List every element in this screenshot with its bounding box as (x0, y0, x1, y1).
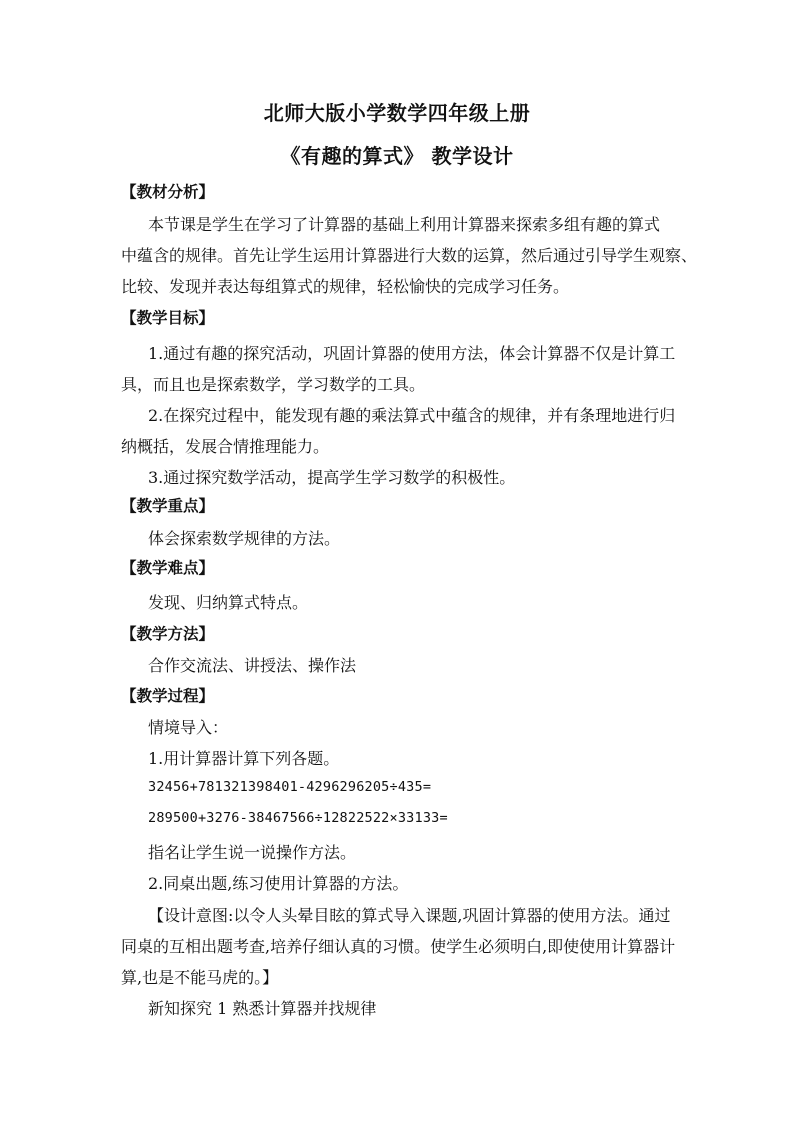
paragraph-line: 合作交流法、讲授法、操作法 (148, 656, 357, 675)
paragraph-line: 算,也是不能马虎的。】 (121, 968, 279, 987)
paragraph-line: 1.用计算器计算下列各题。 (148, 749, 340, 768)
section-heading-key-points: 【教学重点】 (121, 496, 215, 515)
paragraph-line: 3.通过探究数学活动，提高学生学习数学的积极性。 (148, 468, 516, 487)
paragraph-line: 中蕴含的规律。首先让学生运用计算器进行大数的运算，然后通过引导学生观察、 (121, 246, 698, 265)
paragraph-line: 1.通过有趣的探究活动，巩固计算器的使用方法，体会计算器不仅是计算工 (148, 344, 676, 363)
document-subtitle: 《有趣的算式》 教学设计 (280, 144, 514, 168)
paragraph-line: 同桌的互相出题考查,培养仔细认真的习惯。使学生必须明白,即使使用计算器计 (121, 937, 676, 956)
section-heading-process: 【教学过程】 (121, 686, 215, 705)
paragraph-line: 2.同桌出题,练习使用计算器的方法。 (148, 874, 409, 893)
paragraph-line: 体会探索数学规律的方法。 (148, 529, 341, 548)
paragraph-line: 本节课是学生在学习了计算器的基础上利用计算器来探索多组有趣的算式 (148, 215, 661, 234)
paragraph-line: 具，而且也是探索数学，学习数学的工具。 (121, 375, 426, 394)
equation-line: 32456+781321398401-4296296205÷435= (148, 779, 432, 795)
paragraph-line: 指名让学生说一说操作方法。 (148, 843, 357, 862)
paragraph-line: 新知探究 1 熟悉计算器并找规律 (148, 999, 377, 1018)
section-heading-difficulties: 【教学难点】 (121, 558, 215, 577)
paragraph-line: 纳概括，发展合情推理能力。 (121, 437, 330, 456)
section-heading-methods: 【教学方法】 (121, 624, 215, 643)
section-heading-material-analysis: 【教材分析】 (121, 182, 215, 201)
equation-line: 289500+3276-38467566÷12822522×33133= (148, 810, 448, 826)
paragraph-line: 发现、归纳算式特点。 (148, 593, 309, 612)
paragraph-line: 【设计意图:以令人头晕目眩的算式导入课题,巩固计算器的使用方法。通过 (148, 906, 671, 925)
paragraph-line: 2.在探究过程中，能发现有趣的乘法算式中蕴含的规律，并有条理地进行归 (148, 406, 676, 425)
section-heading-objectives: 【教学目标】 (121, 308, 215, 327)
paragraph-line: 比较、发现并表达每组算式的规律，轻松愉快的完成学习任务。 (121, 277, 570, 296)
document-title: 北师大版小学数学四年级上册 (263, 101, 531, 125)
paragraph-line: 情境导入： (148, 718, 229, 737)
